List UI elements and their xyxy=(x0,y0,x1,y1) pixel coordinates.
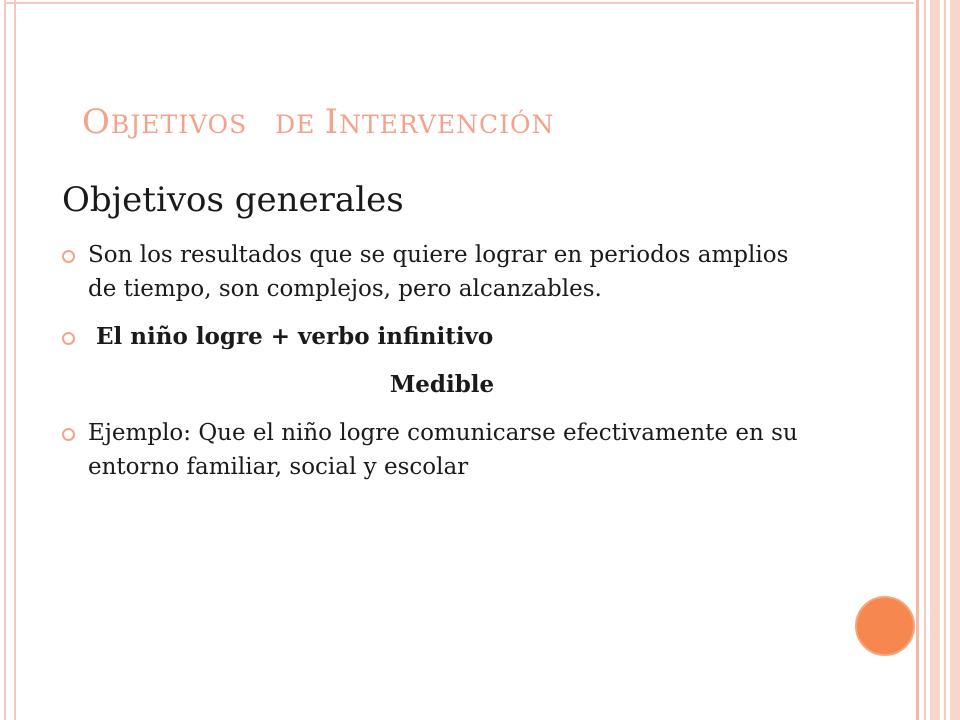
subheading: Objetivos generales xyxy=(62,180,404,220)
stripe xyxy=(930,0,940,720)
left-border-frame xyxy=(4,0,16,720)
title-initial-3: I xyxy=(324,102,340,142)
stripe xyxy=(944,0,946,720)
bullet-text: Ejemplo: Que el niño logre comunicarse efectivamente en su entorno familiar, social y escolar xyxy=(88,420,798,480)
bullet-item xyxy=(62,238,822,306)
title-word-3-rest: NTERVENCIÓN xyxy=(339,110,555,139)
bullet-circle-icon xyxy=(62,428,75,441)
title-word-2: DE xyxy=(275,110,316,139)
stripe xyxy=(950,0,960,720)
bullet-text: El niño logre + verbo infinitivo xyxy=(88,323,494,350)
bullet-text: Son los resultados que se quiere lograr en periodos amplios de tiempo, son complejos, pero alcanzables. xyxy=(88,242,789,302)
stripe xyxy=(924,0,926,720)
bullet-item xyxy=(62,416,822,484)
centered-label: Medible xyxy=(389,371,495,398)
title-word-1-rest: BJETIVOS xyxy=(110,110,248,139)
bullet-circle-icon xyxy=(62,250,75,263)
bullet-list xyxy=(62,238,822,498)
bullet-item xyxy=(62,320,822,354)
slide-title xyxy=(82,102,554,142)
right-decorative-stripes xyxy=(916,0,960,720)
stripe xyxy=(916,0,919,720)
decorative-circle-icon xyxy=(855,596,915,656)
title-initial-1: O xyxy=(82,102,111,142)
bullet-circle-icon xyxy=(62,332,75,345)
top-border-line xyxy=(4,2,914,4)
